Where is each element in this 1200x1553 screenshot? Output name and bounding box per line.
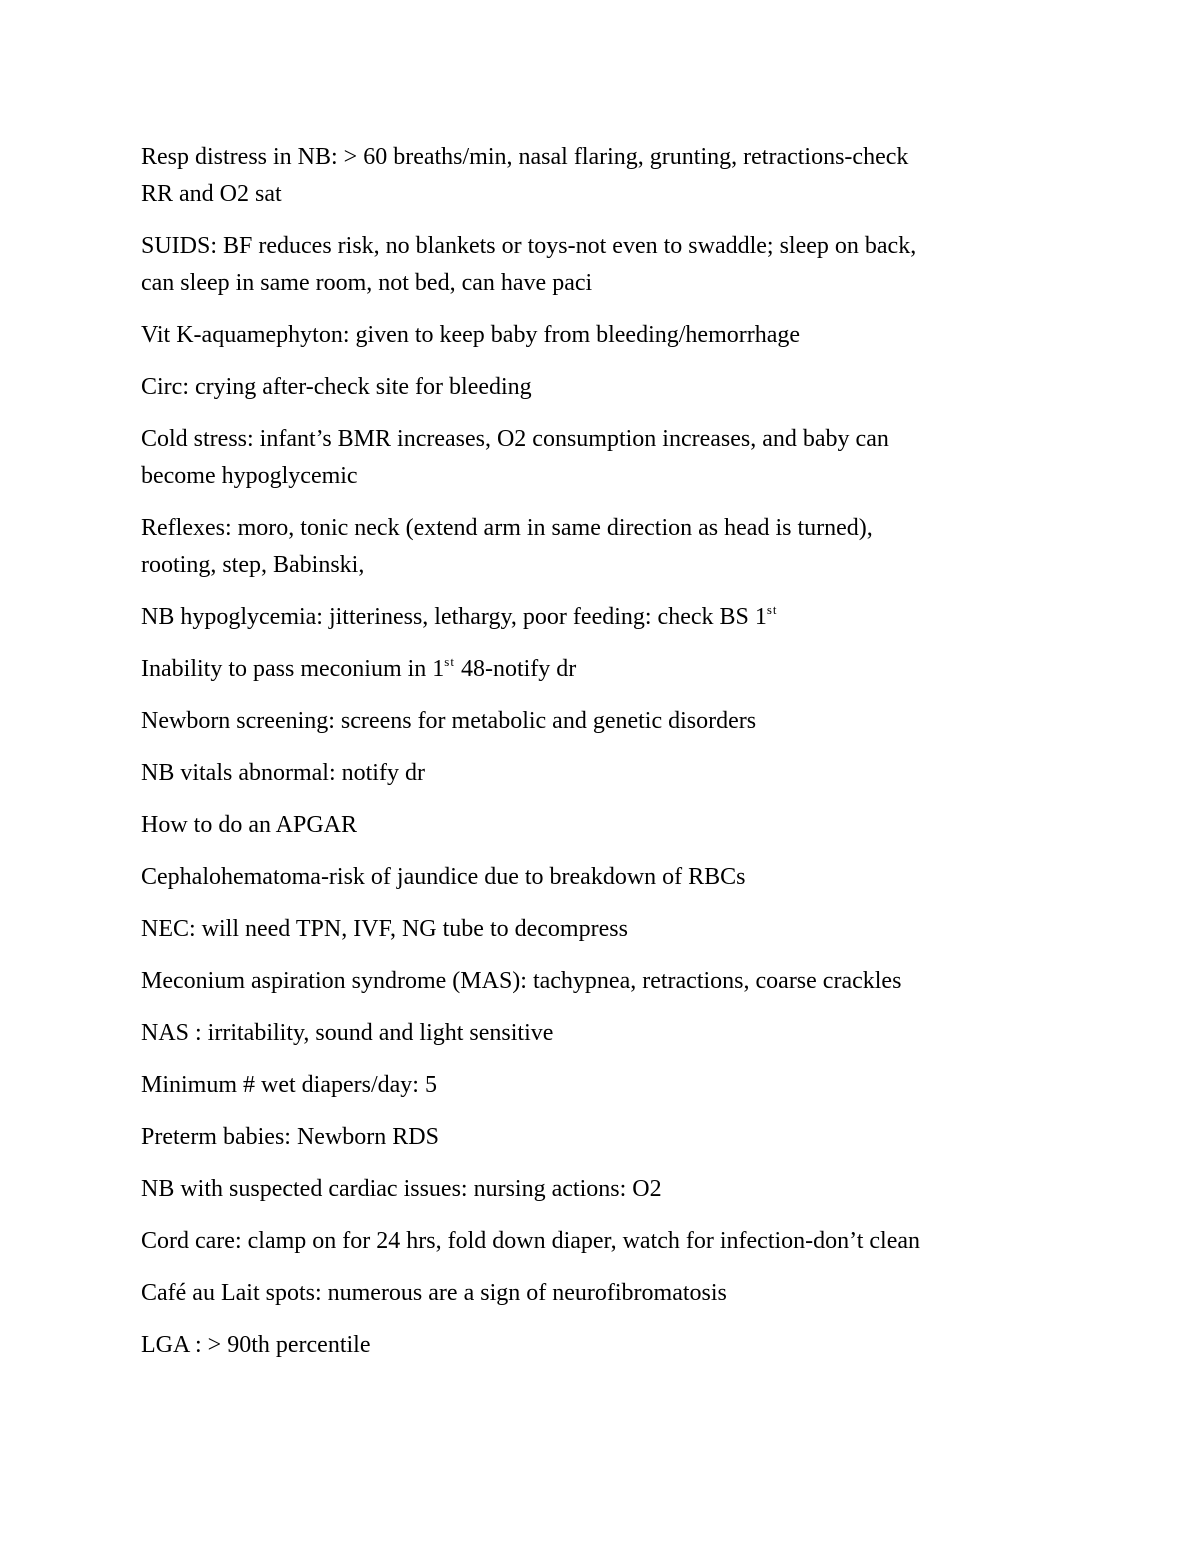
note-line: can sleep in same room, not bed, can have paci bbox=[141, 270, 593, 296]
note-line: Newborn screening: screens for metabolic and genetic disorders bbox=[141, 708, 757, 734]
note-line: RR and O2 sat bbox=[141, 181, 282, 207]
note-line: Reflexes: moro, tonic neck (extend arm in same direction as head is turned), bbox=[141, 515, 873, 541]
note-line: become hypoglycemic bbox=[141, 463, 358, 489]
note-mas bbox=[141, 963, 1051, 1000]
note-circ bbox=[141, 369, 1051, 406]
note-text: NB hypoglycemia: jitteriness, lethargy, poor feeding: check BS 1 bbox=[141, 604, 767, 630]
note-line: Circ: crying after-check site for bleeding bbox=[141, 374, 532, 400]
note-line: LGA : > 90th percentile bbox=[141, 1332, 371, 1358]
note-cardiac bbox=[141, 1171, 1051, 1208]
note-line: NB with suspected cardiac issues: nursing actions: O2 bbox=[141, 1176, 662, 1202]
superscript: st bbox=[444, 654, 455, 669]
note-line: Cephalohematoma-risk of jaundice due to breakdown of RBCs bbox=[141, 864, 746, 890]
note-text: Inability to pass meconium in 1 bbox=[141, 656, 445, 682]
superscript: st bbox=[766, 602, 778, 617]
note-reflexes bbox=[141, 510, 1051, 584]
note-newborn-screening bbox=[141, 703, 1051, 740]
note-nb-vitals bbox=[141, 755, 1051, 792]
note-preterm bbox=[141, 1119, 1051, 1156]
note-meconium-passage bbox=[141, 651, 1051, 688]
note-line: Preterm babies: Newborn RDS bbox=[141, 1124, 439, 1150]
note-line: NAS : irritability, sound and light sensitive bbox=[141, 1020, 554, 1046]
note-line: Minimum # wet diapers/day: 5 bbox=[141, 1072, 437, 1098]
note-cold-stress bbox=[141, 421, 1051, 495]
note-cafe-au-lait bbox=[141, 1275, 1051, 1312]
note-cord-care bbox=[141, 1223, 1051, 1260]
note-line: SUIDS: BF reduces risk, no blankets or toys-not even to swaddle; sleep on back, bbox=[141, 233, 917, 259]
note-line: Resp distress in NB: > 60 breaths/min, nasal flaring, grunting, retractions-check bbox=[141, 144, 909, 170]
note-nas bbox=[141, 1015, 1051, 1052]
note-line: NEC: will need TPN, IVF, NG tube to decompress bbox=[141, 916, 628, 942]
note-line: Meconium aspiration syndrome (MAS): tachypnea, retractions, coarse crackles bbox=[141, 968, 902, 994]
note-wet-diapers bbox=[141, 1067, 1051, 1104]
note-nec bbox=[141, 911, 1051, 948]
note-suids bbox=[141, 228, 1051, 302]
note-line: Vit K-aquamephyton: given to keep baby from bleeding/hemorrhage bbox=[141, 322, 801, 348]
note-cephalohematoma bbox=[141, 859, 1051, 896]
note-line: How to do an APGAR bbox=[141, 812, 358, 838]
note-vit-k bbox=[141, 317, 1051, 354]
note-line: rooting, step, Babinski, bbox=[141, 552, 365, 578]
note-apgar bbox=[141, 807, 1051, 844]
note-nb-hypoglycemia bbox=[141, 599, 1051, 636]
note-line: NB vitals abnormal: notify dr bbox=[141, 760, 425, 786]
note-resp-distress bbox=[141, 139, 1051, 213]
note-line: Café au Lait spots: numerous are a sign of neurofibromatosis bbox=[141, 1280, 727, 1306]
note-lga bbox=[141, 1327, 1051, 1364]
note-line: Cold stress: infant’s BMR increases, O2 consumption increases, and baby can bbox=[141, 426, 889, 452]
note-text-after: 48-notify dr bbox=[454, 656, 577, 682]
notes-body bbox=[141, 139, 1051, 1379]
note-line: Cord care: clamp on for 24 hrs, fold down diaper, watch for infection-don’t clean bbox=[141, 1228, 921, 1254]
